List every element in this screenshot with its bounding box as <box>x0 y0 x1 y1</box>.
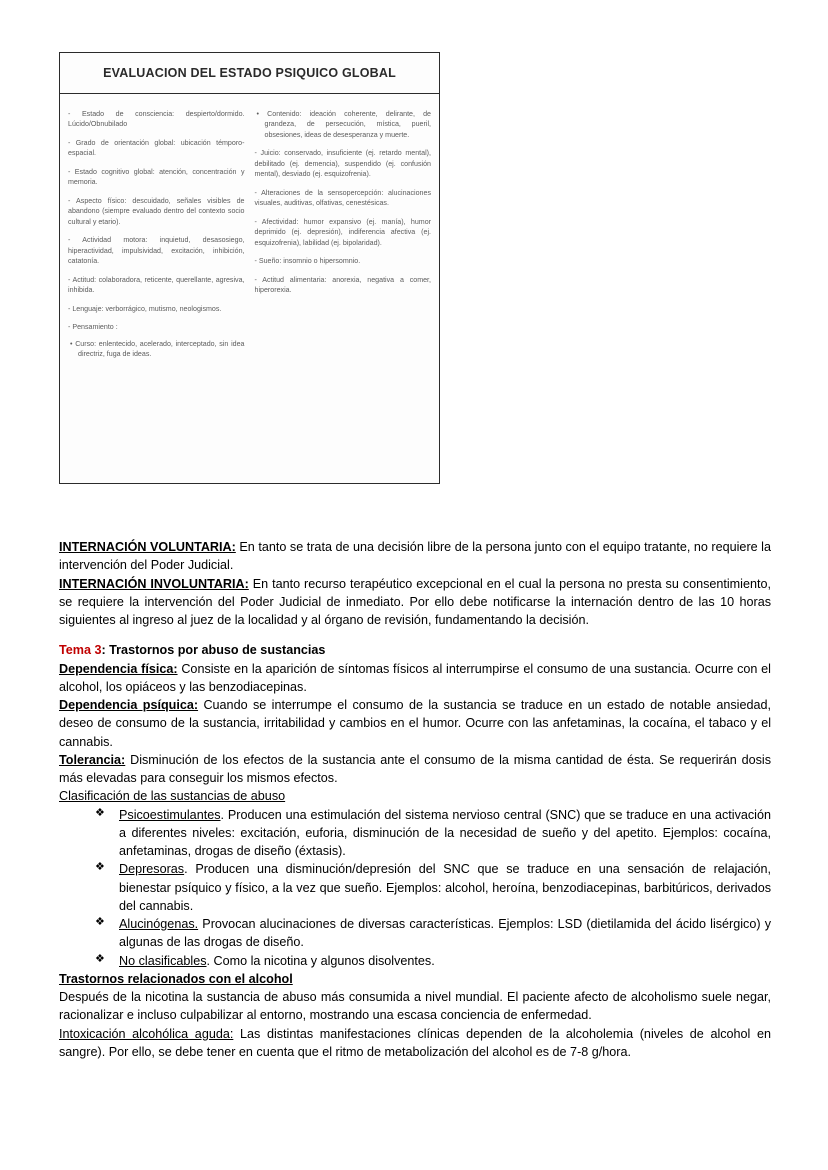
text-intoxicacion: Las distintas manifestaciones clínicas dependen de la alcoholemia (niveles de alcohol en sangre). Por ello, se debe tener en cuenta que el ritmo de metabolización del alcohol es de 7-8 g/hora. <box>59 1026 772 1059</box>
figure-line: - Aspecto físico: descuidado, señales visibles de abandono (siempre evaluado dentro del contexto socio cultural y etario). <box>68 196 245 226</box>
figure-line: - Sueño: insomnio o hipersomnio. <box>254 257 361 266</box>
figure-title-divider <box>60 93 439 94</box>
text-dependencia-fisica: Consiste en la aparición de síntomas físicos al interrumpirse el consumo de una sustancia. Ocurre con el alcohol, los opiáceos y las benzodiacepinas. <box>59 661 771 694</box>
figure-line: - Juicio: conservado, insuficiente (ej. retardo mental), debilitado (ej. demencia), suspendido (ej. confusión mental), desviado (ej. esquizofrenia). <box>254 149 431 179</box>
paragraph-dependencia-psiquica <box>59 696 771 751</box>
text-internacion-involuntaria: En tanto recurso terapéutico excepcional en el cual la persona no presta su consentimiento, se requiere la intervención del Poder Judicial de inmediato. Por ello debe notificarse la internación dentro de las 10 horas siguientes al ingreso al juez de la localidad y al órgano de revisión, fundamentando la decisión. <box>59 576 771 627</box>
figure-line: - Actividad motora: inquietud, desasosiego, hiperactividad, impulsividad, excitación, inhibición, catatonía. <box>68 236 245 266</box>
spacer <box>59 629 771 641</box>
scanned-figure <box>59 52 440 484</box>
figure-line: - Pensamiento : <box>68 323 118 332</box>
figure-column-right <box>255 109 432 479</box>
item-text: Provocan alucinaciones de diversas características. Ejemplos: LSD (dietilamida del ácido lisérgico) y algunas de las drogas de diseño. <box>119 917 771 950</box>
figure-line: - Estado de consciencia: despierto/dormido. Lúcido/Obnubilado <box>68 110 245 129</box>
tema-title: : Trastornos por abuso de sustancias <box>101 643 326 658</box>
term-dependencia-psiquica: Dependencia psíquica: <box>59 698 199 712</box>
text-internacion-voluntaria: En tanto se trata de una decisión libre de la persona junto con el equipo tratante, no requiere la intervención del Poder Judicial. <box>59 540 771 573</box>
list-item <box>95 952 771 970</box>
figure-line: - Actitud alimentaria: anorexia, negativa a comer, hiperorexia. <box>254 275 431 295</box>
term-internacion-voluntaria: INTERNACIÓN VOLUNTARIA: <box>59 540 236 554</box>
figure-column-left <box>68 109 245 479</box>
term-tolerancia: Tolerancia: <box>59 752 126 767</box>
paragraph-alcohol: Después de la nicotina la sustancia de abuso más consumida a nivel mundial. El paciente afecto de alcoholismo suele negar, racionalizar e incluso culpabilizar al entorno, mostrando una escasa conciencia de enfermedad. <box>59 990 771 1023</box>
item-label: Depresoras <box>119 862 185 877</box>
figure-line: - Actitud: colaboradora, reticente, querellante, agresiva, inhibida. <box>68 275 245 295</box>
figure-title: EVALUACION DEL ESTADO PSIQUICO GLOBAL <box>103 66 396 80</box>
item-label: Alucinógenas. <box>119 917 199 931</box>
item-text: . Producen una disminución/depresión del SNC que se traduce en una sensación de relajación, bienestar psíquico y físico, a la vez que sueño. Ejemplos: alcohol, heroína, benzodiacepinas, barbitúricos, derivados del cannabis. <box>119 862 771 913</box>
paragraph-dependencia-fisica <box>59 660 771 697</box>
item-text: . Producen una estimulación del sistema nervioso central (SNC) que se traduce en una activación a diferentes niveles: excitación, euforia, disminución de la necesidad de sueño y del apetito. Ejemplos: cocaína, anfetaminas, drogas de diseño (éxtasis). <box>119 807 771 858</box>
paragraph-tolerancia <box>59 751 771 788</box>
figure-columns <box>60 103 439 483</box>
figure-line: - Alteraciones de la sensopercepción: alucinaciones visuales, auditivas, olfativas, cenestésicas. <box>254 188 431 208</box>
paragraph-internacion-voluntaria <box>59 538 771 575</box>
item-label: No clasificables <box>119 953 207 968</box>
figure-border-box <box>59 52 440 484</box>
list-item <box>95 806 771 861</box>
term-dependencia-fisica: Dependencia física: <box>59 661 178 676</box>
paragraph-internacion-involuntaria <box>59 575 771 630</box>
list-item <box>95 860 771 915</box>
item-text: . Como la nicotina y algunos disolventes. <box>206 953 435 968</box>
term-internacion-involuntaria: INTERNACIÓN INVOLUNTARIA: <box>59 576 249 591</box>
list-clasificacion-sustancias <box>59 806 771 970</box>
heading-trastornos-alcohol: Trastornos relacionados con el alcohol <box>59 971 293 986</box>
figure-line: • Contenido: ideación coherente, delirante, de grandeza, de persecución, mística, pueril, obsesiones, ideas de desesperanza y muerte. <box>256 110 431 139</box>
item-label: Psicoestimulantes <box>119 807 221 822</box>
term-intoxicacion: Intoxicación alcohólica aguda: <box>59 1026 234 1041</box>
figure-line: - Afectividad: humor expansivo (ej. manía), humor deprimido (ej. depresión), indiferencia afectiva (ej. esquizofrenia), labilidad (ej. bipolaridad). <box>254 217 431 247</box>
figure-line: - Grado de orientación global: ubicación témporo-espacial. <box>68 138 245 158</box>
heading-clasificacion: Clasificación de las sustancias de abuso <box>59 789 286 804</box>
paragraph-intoxicacion <box>59 1025 771 1062</box>
text-tolerancia: Disminución de los efectos de la sustancia ante el consumo de la misma cantidad de ésta. Se requerirán dosis más elevadas para conseguir los mismos efectos. <box>59 752 771 785</box>
figure-line: - Estado cognitivo global: atención, concentración y memoria. <box>68 167 245 187</box>
document-body <box>59 538 771 1061</box>
list-item <box>95 915 771 952</box>
text-dependencia-psiquica: Cuando se interrumpe el consumo de la sustancia se traduce en un estado de notable ansiedad, deseo de consumo de la sustancia, irritabilidad y cambios en el humor. Ocurre con las anfetaminas, la cocaína, el tabaco y el cannabis. <box>59 698 771 749</box>
figure-line: - Lenguaje: verborrágico, mutismo, neologismos. <box>68 304 222 313</box>
figure-line: • Curso: enlentecido, acelerado, interceptado, sin idea directriz, fuga de ideas. <box>70 339 245 359</box>
heading-tema-3 <box>59 641 771 659</box>
tema-label: Tema 3 <box>59 643 102 658</box>
